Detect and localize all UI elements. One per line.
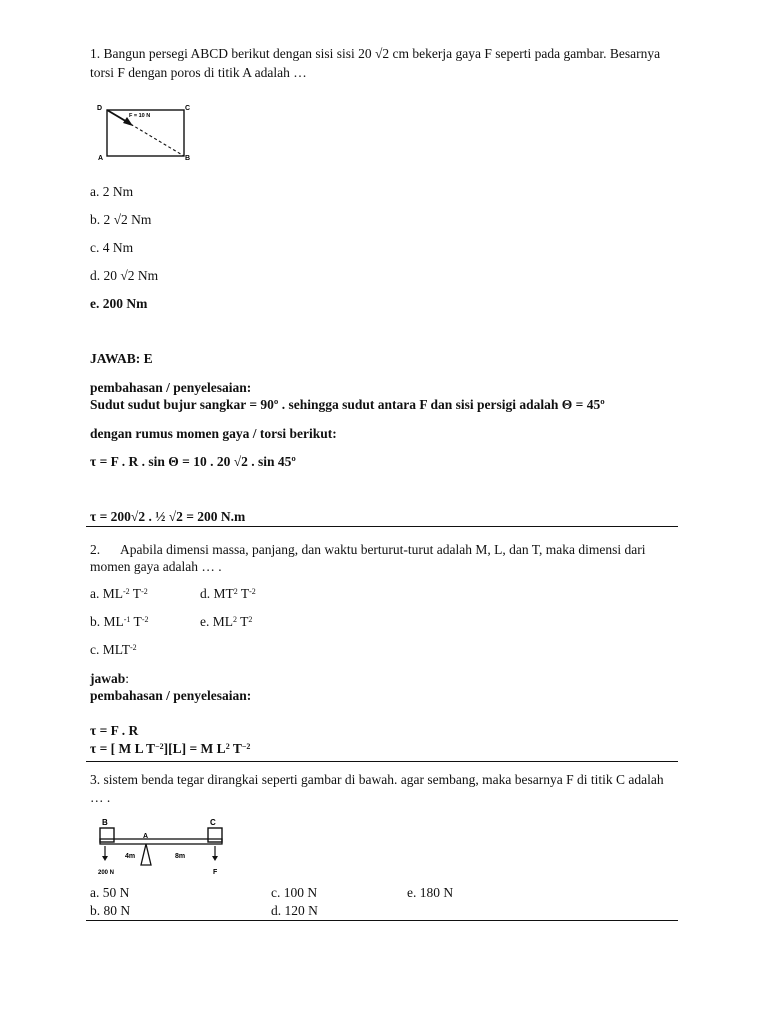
- q3-force-label: F: [213, 869, 218, 876]
- q2-option-e: e. $ML^2$ $T^2$: [200, 614, 253, 629]
- q2-text-line1: Apabila dimensi massa, panjang, dan waktu berturut-turut adalah M, L, dan T, maka dimensi dari: [120, 542, 646, 557]
- q3-text-line1: 3. sistem benda tegar dirangkai seperti gambar di bawah. agar sembang, maka besarnya F di titik C adalah: [90, 772, 664, 787]
- q3-label-c: C: [210, 818, 216, 827]
- q3-dist-8m: 8m: [175, 853, 186, 860]
- q2-formula2: τ = [ M L $T^{-2}][L] = M$ $L^2$ $T^{-2}$: [90, 741, 251, 756]
- q3-option-e: e. 180 N: [407, 885, 454, 900]
- q3-option-c: c. 100 N: [271, 885, 318, 900]
- q1-label-d: D: [97, 105, 103, 112]
- q2-number: 2.: [90, 542, 101, 557]
- q1-text-line2: torsi F dengan poros di titik A adalah …: [90, 65, 307, 80]
- q1-square-diagram: [92, 100, 202, 164]
- q3-option-d: d. 120 N: [271, 903, 318, 918]
- q2-option-a: a. $ML^{-2}$ $T^{-2}$: [90, 586, 148, 601]
- q1-option-b: b. 2 √2 Nm: [90, 212, 152, 227]
- q3-weight-label: 200 N: [98, 870, 115, 876]
- q1-option-d: d. 20 √2 Nm: [90, 268, 159, 283]
- q1-option-e: e. 200 Nm: [90, 296, 148, 311]
- q1-option-c: c. 4 Nm: [90, 240, 134, 255]
- q1-formula1: τ = F . R . sin Θ = 10 . 20 √2 . sin 45º: [90, 454, 296, 469]
- q2-option-c: c. $MLT^{-2}$: [90, 642, 137, 657]
- q1-label-c: C: [185, 105, 191, 112]
- q1-text-line1: 1. Bangun persegi ABCD berikut dengan sisi sisi 20 √2 cm bekerja gaya F seperti pada gambar. Besarnya: [90, 46, 661, 61]
- q1-formula2: τ = 200√2 . ½ √2 = 200 N.m: [90, 509, 246, 524]
- q1-discussion-title: pembahasan / penyelesaian:: [90, 380, 252, 395]
- q1-discussion-line2: dengan rumus momen gaya / torsi berikut:: [90, 426, 337, 441]
- q2-answer: jawab:: [90, 671, 130, 686]
- q3-dist-4m: 4m: [125, 853, 136, 860]
- q3-option-b: b. 80 N: [90, 903, 131, 918]
- q2-formula1: τ = F . R: [90, 723, 139, 738]
- q2-option-b: b. $ML^{-1}$ $T^{-2}$: [90, 614, 149, 629]
- q3-option-a: a. 50 N: [90, 885, 130, 900]
- q2-discussion-title: pembahasan / penyelesaian:: [90, 688, 252, 703]
- q3-label-a: A: [143, 833, 149, 840]
- divider-3: [86, 920, 678, 921]
- q3-text-line2: … .: [90, 790, 111, 805]
- q1-discussion-line1: Sudut sudut bujur sangkar = 90º . sehingga sudut antara F dan sisi persigi adalah Θ = 45º: [90, 397, 605, 412]
- q3-label-b: B: [102, 818, 108, 827]
- q1-option-a: a. 2 Nm: [90, 184, 134, 199]
- q1-answer: JAWAB: E: [90, 351, 153, 366]
- q1-label-a: A: [98, 155, 104, 162]
- divider-1: [86, 526, 678, 527]
- divider-2: [86, 761, 678, 762]
- q1-force-label: F = 10 N: [129, 113, 151, 119]
- q1-label-b: B: [185, 155, 191, 162]
- q2-option-d: d. $MT^2$ $T^{-2}$: [200, 586, 256, 601]
- q2-text-line2: momen gaya adalah … .: [90, 559, 222, 574]
- q3-beam-diagram: [92, 813, 232, 879]
